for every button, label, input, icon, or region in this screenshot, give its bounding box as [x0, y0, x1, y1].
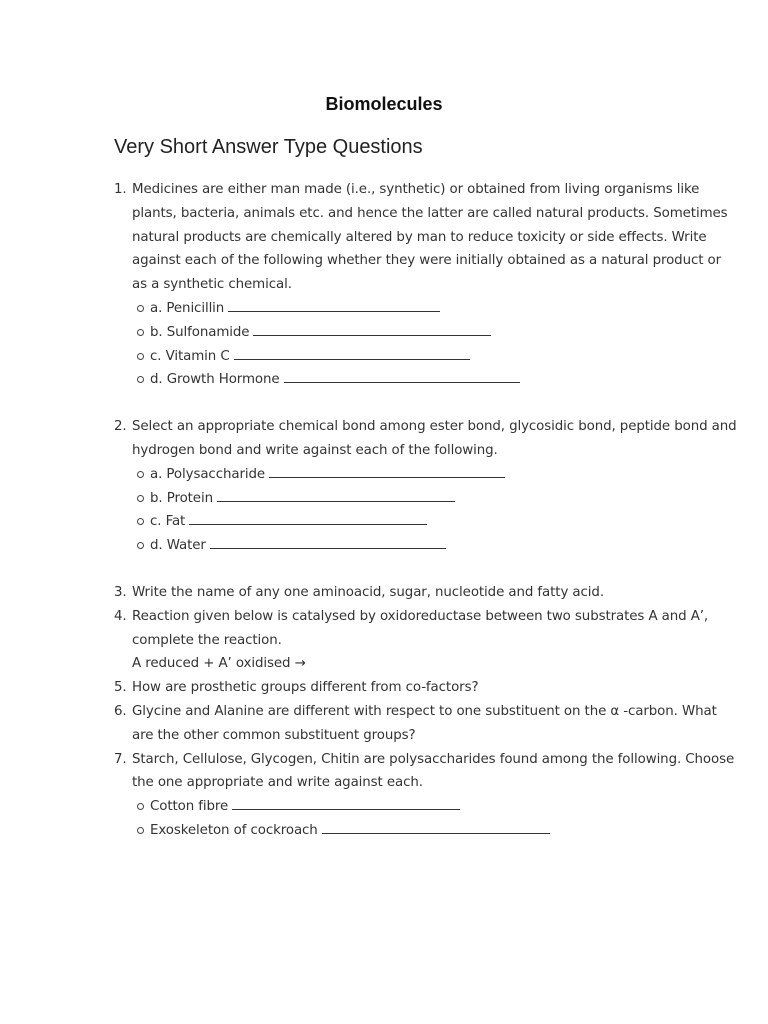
question-4 [114, 605, 739, 676]
sub-question-item [132, 345, 739, 369]
question-number: 2. [114, 419, 127, 435]
question-text: Glycine and Alanine are different with respect to one substituent on the α -carbon. What are the other common substituent groups? [132, 703, 717, 743]
question-7 [114, 748, 739, 843]
question-number: 4. [114, 608, 127, 624]
question-number: 6. [114, 703, 127, 719]
circle-bullet-icon [137, 827, 144, 834]
answer-blank[interactable] [234, 347, 470, 360]
sub-question-item [132, 321, 739, 345]
question-text: Write the name of any one aminoacid, sugar, nucleotide and fatty acid. [132, 584, 604, 600]
sub-question-item [132, 368, 739, 392]
circle-bullet-icon [137, 471, 144, 478]
circle-bullet-icon [137, 542, 144, 549]
circle-bullet-icon [137, 305, 144, 312]
sub-question-label: c. Fat [150, 514, 186, 530]
spacer [114, 558, 739, 581]
answer-blank[interactable] [210, 536, 446, 549]
sub-question-label: b. Protein [150, 490, 213, 506]
question-text: Medicines are either man made (i.e., synthetic) or obtained from living organisms like plants, bacteria, animals etc. and hence the latter are called natural products. Sometimes natural products are chemically altered by man to reduce toxicity or side effects. Write against each of the following whether they were initially obtained as a natural product or as a synthetic chemical. [132, 182, 728, 293]
sub-question-label: d. Water [150, 538, 206, 554]
question-6 [114, 700, 739, 748]
question-text: Reaction given below is catalysed by oxidoreductase between two substrates A and A’, complete the reaction. [132, 608, 709, 648]
circle-bullet-icon [137, 803, 144, 810]
sub-question-label: a. Penicillin [150, 300, 225, 316]
section-heading: Very Short Answer Type Questions [114, 136, 423, 158]
question-3 [114, 581, 739, 605]
sub-question-item [132, 297, 739, 321]
question-5 [114, 676, 739, 700]
question-number: 7. [114, 751, 127, 767]
circle-bullet-icon [137, 518, 144, 525]
question-1 [114, 178, 739, 392]
answer-blank[interactable] [284, 370, 520, 383]
circle-bullet-icon [137, 353, 144, 360]
answer-blank[interactable] [269, 465, 505, 478]
circle-bullet-icon [137, 495, 144, 502]
sub-question-label: d. Growth Hormone [150, 372, 280, 388]
question-2 [114, 415, 739, 558]
answer-blank[interactable] [217, 489, 455, 502]
sub-question-label: b. Sulfonamide [150, 324, 250, 340]
question-number: 1. [114, 182, 127, 197]
answer-blank[interactable] [189, 512, 427, 525]
sub-question-item [132, 795, 739, 819]
sub-question-item [132, 463, 739, 487]
question-text: How are prosthetic groups different from co-factors? [132, 680, 479, 696]
sub-question-item [132, 819, 739, 843]
answer-blank[interactable] [322, 821, 550, 834]
sub-question-item [132, 534, 739, 558]
circle-bullet-icon [137, 329, 144, 336]
sub-question-label: a. Polysaccharide [150, 466, 266, 482]
sub-question-list [132, 297, 739, 392]
sub-question-label: Exoskeleton of cockroach [150, 822, 318, 838]
sub-question-item [132, 510, 739, 534]
spacer [114, 392, 739, 415]
answer-blank[interactable] [232, 797, 460, 810]
sub-question-label: Cotton fibre [150, 799, 229, 815]
circle-bullet-icon [137, 376, 144, 383]
answer-blank[interactable] [253, 323, 491, 336]
question-list [114, 178, 739, 843]
sub-question-item [132, 487, 739, 511]
question-number: 5. [114, 680, 127, 696]
sub-question-label: c. Vitamin C [150, 348, 230, 364]
reaction-equation: A reduced + A’ oxidised → [132, 656, 306, 672]
question-number: 3. [114, 584, 127, 600]
answer-blank[interactable] [228, 299, 440, 312]
sub-question-list [132, 795, 739, 843]
question-text: Starch, Cellulose, Glycogen, Chitin are polysaccharides found among the following. Choose the one appropriate and write against each. [132, 751, 735, 791]
document-title: Biomolecules [325, 94, 443, 114]
question-text: Select an appropriate chemical bond among ester bond, glycosidic bond, peptide bond and hydrogen bond and write against each of the following. [132, 419, 737, 458]
sub-question-list [132, 463, 739, 558]
